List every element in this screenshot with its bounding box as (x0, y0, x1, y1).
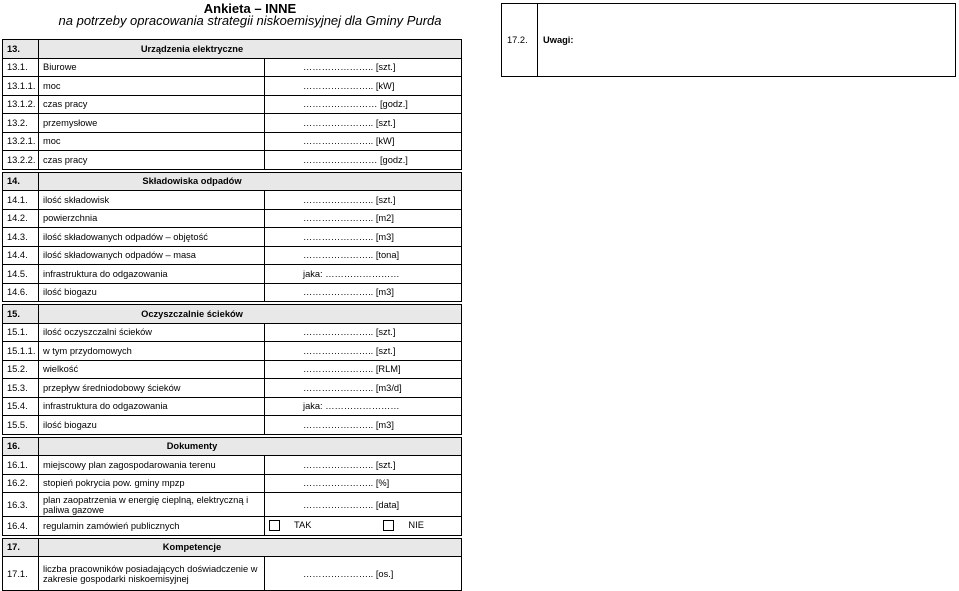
row-number: 16.4. (3, 517, 39, 536)
row-value-field[interactable]: ………………….. [tona] (265, 246, 462, 265)
form-row (3, 456, 462, 475)
row-value-field[interactable]: ………………….. [RLM] (265, 360, 462, 379)
section-header (3, 305, 462, 324)
section-header (3, 172, 462, 191)
row-number: 15.1. (3, 323, 39, 342)
form-row (3, 283, 462, 302)
row-value-field[interactable]: ………………….. [m2] (265, 209, 462, 228)
row-label: ilość składowisk (39, 191, 265, 210)
row-value-field[interactable]: ………………….. [szt.] (265, 58, 462, 77)
form-row (3, 58, 462, 77)
row-value-field[interactable]: ………………….. [m3] (265, 416, 462, 435)
row-number: 14.5. (3, 265, 39, 284)
row-label: czas pracy (39, 95, 265, 114)
section-number: 17. (3, 538, 39, 557)
row-value-field[interactable]: ………………….. [szt.] (265, 191, 462, 210)
checkbox-nie[interactable] (383, 520, 394, 531)
row-label: przepływ średniodobowy ścieków (39, 379, 265, 398)
form-row (3, 191, 462, 210)
row-label: ilość składowanych odpadów – objętość (39, 228, 265, 247)
row-number: 13.1.2. (3, 95, 39, 114)
checkbox-tak[interactable] (269, 520, 280, 531)
row-number: 15.3. (3, 379, 39, 398)
form-row (3, 379, 462, 398)
row-value-field[interactable]: ………………….. [szt.] (265, 323, 462, 342)
form-row (3, 342, 462, 361)
section-number: 13. (3, 40, 39, 59)
row-value-field[interactable]: ………………….. [szt.] (265, 114, 462, 133)
row-label: przemysłowe (39, 114, 265, 133)
form-row (3, 114, 462, 133)
row-value-field[interactable]: ………………….. [os.] (265, 557, 462, 591)
row-number: 15.2. (3, 360, 39, 379)
row-value-field[interactable]: …………………… [godz.] (265, 95, 462, 114)
form-row (3, 416, 462, 435)
survey-form (2, 39, 462, 591)
remarks-number: 17.2. (502, 4, 538, 77)
form-row (3, 151, 462, 170)
row-number: 15.4. (3, 397, 39, 416)
form-row (3, 228, 462, 247)
row-label: ilość składowanych odpadów – masa (39, 246, 265, 265)
row-label: liczba pracowników posiadających doświadczenie w zakresie gospodarki niskoemisyjnej (39, 557, 265, 591)
row-number: 16.2. (3, 474, 39, 493)
form-row (3, 493, 462, 517)
row-label: infrastruktura do odgazowania (39, 265, 265, 284)
row-value-field[interactable]: ………………….. [szt.] (265, 342, 462, 361)
row-number: 15.5. (3, 416, 39, 435)
row-label: miejscowy plan zagospodarowania terenu (39, 456, 265, 475)
row-value-field[interactable]: jaka: …………………… (265, 397, 462, 416)
row-label: ilość oczyszczalni ścieków (39, 323, 265, 342)
row-number: 14.1. (3, 191, 39, 210)
section-number: 16. (3, 437, 39, 456)
form-row (3, 517, 462, 536)
form-row (3, 474, 462, 493)
form-row (3, 323, 462, 342)
row-value-field[interactable]: ………………….. [szt.] (265, 456, 462, 475)
form-row (3, 132, 462, 151)
row-number: 16.3. (3, 493, 39, 517)
row-value-field[interactable]: ………………….. [%] (265, 474, 462, 493)
row-label: stopień pokrycia pow. gminy mpzp (39, 474, 265, 493)
row-label: w tym przydomowych (39, 342, 265, 361)
row-number: 14.6. (3, 283, 39, 302)
row-label: ilość biogazu (39, 416, 265, 435)
row-number: 14.2. (3, 209, 39, 228)
section-title: Oczyszczalnie ścieków (39, 305, 462, 324)
row-label: Biurowe (39, 58, 265, 77)
row-label: moc (39, 132, 265, 151)
row-label: czas pracy (39, 151, 265, 170)
section-header (3, 40, 462, 59)
document-subtitle: na potrzeby opracowania strategii niskoemisyjnej dla Gminy Purda (58, 13, 442, 28)
section-header (3, 538, 462, 557)
yes-no-choice (265, 517, 462, 536)
row-value-field[interactable]: ………………….. [m3/d] (265, 379, 462, 398)
row-number: 16.1. (3, 456, 39, 475)
row-value-field[interactable]: ………………….. [kW] (265, 132, 462, 151)
document-title: Ankieta – INNE (203, 1, 297, 16)
form-row (3, 265, 462, 284)
section-title: Urządzenia elektryczne (39, 40, 462, 59)
section-title: Kompetencje (39, 538, 462, 557)
row-number: 13.2.2. (3, 151, 39, 170)
section-number: 15. (3, 305, 39, 324)
row-number: 13.2. (3, 114, 39, 133)
checkbox-nie-label: NIE (408, 520, 424, 531)
form-row (3, 209, 462, 228)
remarks-table (501, 3, 956, 77)
section-title: Składowiska odpadów (39, 172, 462, 191)
section-title: Dokumenty (39, 437, 462, 456)
form-row (3, 246, 462, 265)
row-label: wielkość (39, 360, 265, 379)
row-number: 13.2.1. (3, 132, 39, 151)
row-number: 17.1. (3, 557, 39, 591)
row-value-field[interactable]: ………………….. [m3] (265, 228, 462, 247)
row-number: 13.1.1. (3, 77, 39, 96)
row-value-field[interactable]: …………………… [godz.] (265, 151, 462, 170)
form-row (3, 360, 462, 379)
row-label: moc (39, 77, 265, 96)
form-row (3, 397, 462, 416)
row-number: 15.1.1. (3, 342, 39, 361)
row-value-field[interactable]: ………………….. [kW] (265, 77, 462, 96)
row-number: 13.1. (3, 58, 39, 77)
row-value-field[interactable]: jaka: …………………… (265, 265, 462, 284)
row-label: infrastruktura do odgazowania (39, 397, 265, 416)
remarks-label: Uwagi: (538, 4, 956, 77)
row-label: regulamin zamówień publicznych (39, 517, 265, 536)
row-value-field[interactable]: ………………….. [m3] (265, 283, 462, 302)
row-label: plan zaopatrzenia w energię cieplną, elektryczną i paliwa gazowe (39, 493, 265, 517)
form-row (3, 77, 462, 96)
row-label: powierzchnia (39, 209, 265, 228)
row-value-field[interactable]: ………………….. [data] (265, 493, 462, 517)
section-header (3, 437, 462, 456)
form-row (3, 557, 462, 591)
row-number: 14.3. (3, 228, 39, 247)
row-number: 14.4. (3, 246, 39, 265)
row-label: ilość biogazu (39, 283, 265, 302)
form-row (3, 95, 462, 114)
checkbox-tak-label: TAK (294, 520, 312, 531)
section-number: 14. (3, 172, 39, 191)
